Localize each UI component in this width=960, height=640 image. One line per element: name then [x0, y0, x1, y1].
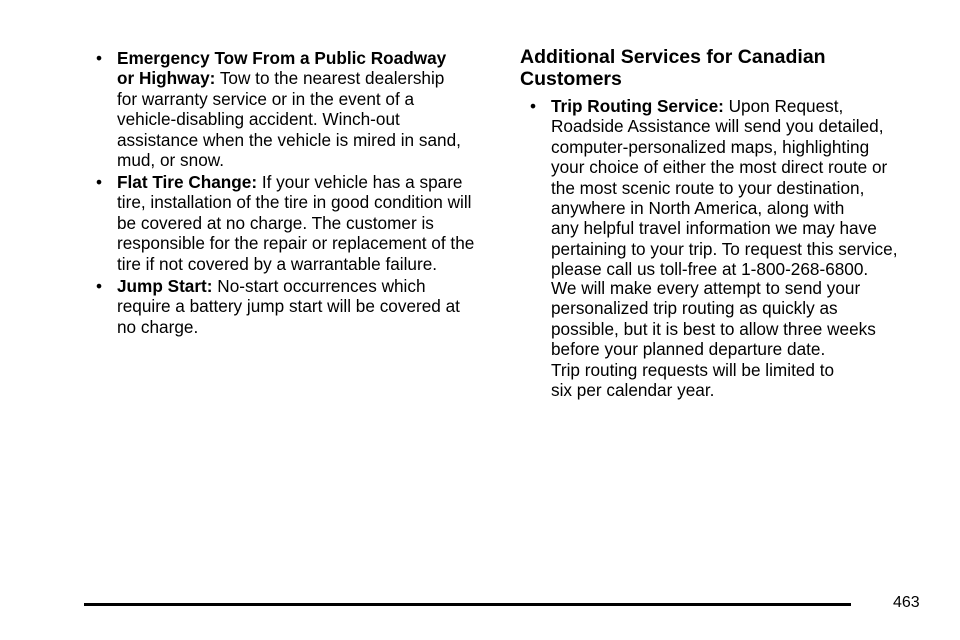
trip-routing-note	[551, 278, 940, 400]
heading-line: Customers	[520, 67, 622, 90]
item-text-line: the most scenic route to your destination,	[551, 177, 865, 198]
section-heading	[520, 47, 826, 90]
paragraph-line: We will make every attempt to send your	[551, 278, 861, 298]
item-text-line: no charge.	[117, 316, 199, 337]
list-item-emergency-tow	[96, 48, 491, 170]
list-item-trip-routing	[530, 96, 940, 280]
item-lead-continued: or Highway:	[117, 68, 216, 89]
item-text-line: assistance when the vehicle is mired in sand,	[117, 129, 461, 150]
item-text-line: If your vehicle has a spare	[261, 172, 463, 192]
paragraph-line: personalized trip routing as quickly as	[551, 298, 838, 319]
item-text-line: Roadside Assistance will send you detailed,	[551, 116, 884, 137]
item-text-line: your choice of either the most direct route or	[551, 157, 888, 178]
item-text-line: please call us toll-free at 1-800-268-6800.	[551, 259, 869, 280]
item-lead: Emergency Tow From a Public Roadway	[117, 48, 447, 68]
item-text-line: anywhere in North America, along with	[551, 198, 845, 219]
item-text-line: Upon Request,	[728, 96, 844, 116]
item-lead: Jump Start:	[117, 276, 213, 296]
bullet-icon: •	[96, 276, 103, 296]
item-text-line: responsible for the repair or replacement of the	[117, 233, 475, 254]
page-number: 463	[893, 594, 920, 611]
item-text-line: computer-personalized maps, highlighting	[551, 136, 870, 157]
item-text-line: mud, or snow.	[117, 150, 224, 171]
paragraph-line: possible, but it is best to allow three weeks	[551, 318, 876, 339]
item-text-line: pertaining to your trip. To request this service,	[551, 238, 898, 259]
item-lead: Flat Tire Change:	[117, 172, 258, 192]
item-text-line: vehicle-disabling accident. Winch-out	[117, 109, 400, 130]
list-item-jump-start	[96, 276, 491, 337]
paragraph-line: before your planned departure date.	[551, 339, 826, 360]
item-lead: Trip Routing Service:	[551, 96, 724, 116]
item-text-line: be covered at no charge. The customer is	[117, 212, 434, 233]
paragraph-line: Trip routing requests will be limited to	[551, 359, 835, 380]
item-text-line: for warranty service or in the event of a	[117, 88, 415, 109]
heading-line: Additional Services for Canadian	[520, 46, 826, 68]
item-text-line: Tow to the nearest dealership	[219, 68, 445, 89]
bullet-icon: •	[530, 96, 537, 116]
bullet-icon: •	[96, 172, 103, 192]
item-text-line: tire if not covered by a warrantable failure.	[117, 253, 438, 274]
footer-rule	[84, 603, 851, 606]
paragraph-line: six per calendar year.	[551, 380, 715, 401]
bullet-icon: •	[96, 48, 103, 68]
item-text-line: require a battery jump start will be covered at	[117, 296, 460, 317]
item-text-line: any helpful travel information we may have	[551, 218, 877, 239]
item-text-line: tire, installation of the tire in good condition will	[117, 192, 472, 213]
list-item-flat-tire	[96, 172, 491, 274]
item-text-line: No-start occurrences which	[217, 276, 426, 296]
